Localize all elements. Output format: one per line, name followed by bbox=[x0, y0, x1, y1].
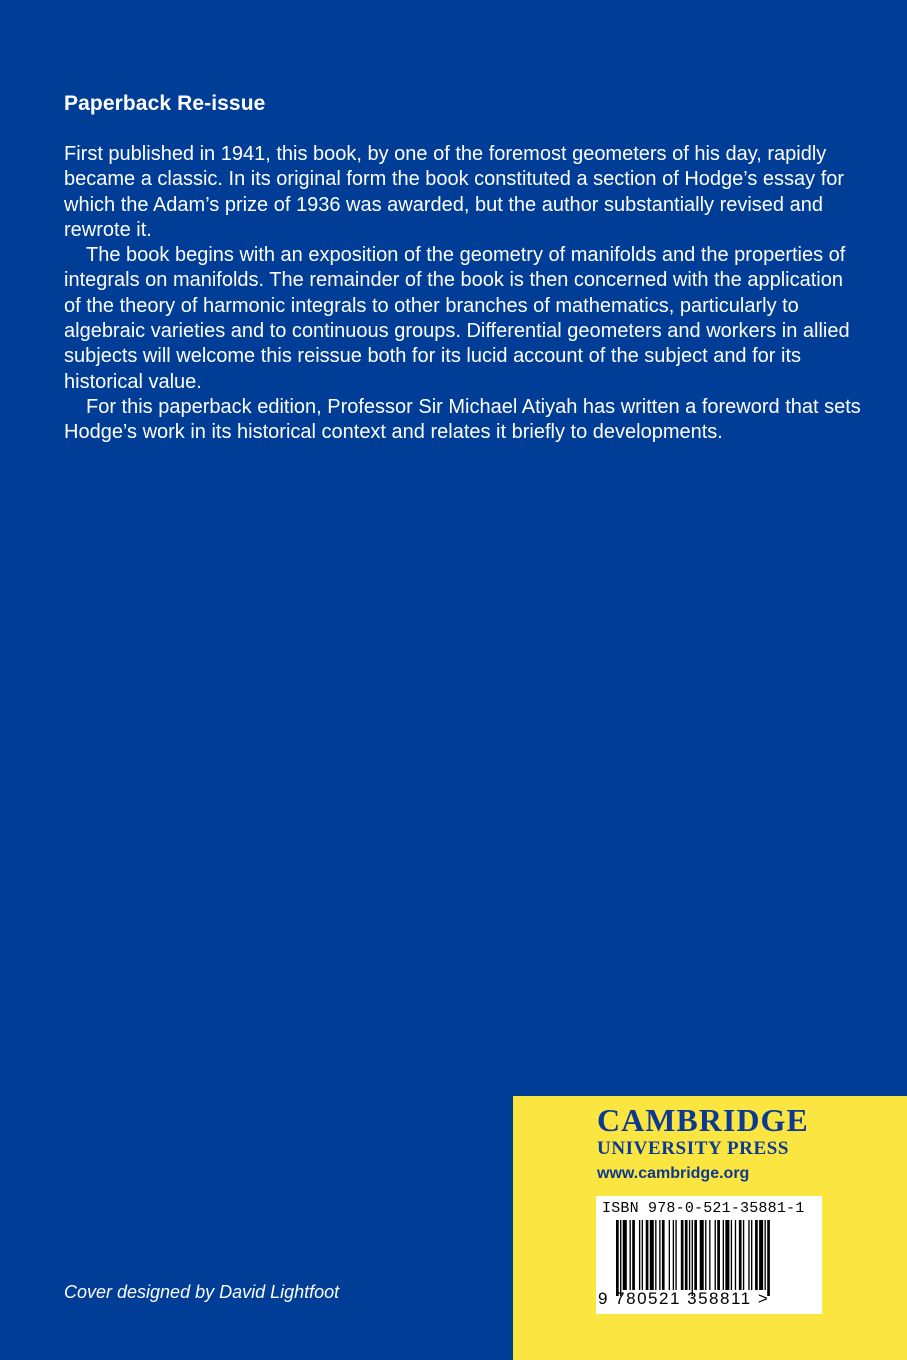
cover-heading: Paperback Re-issue bbox=[64, 92, 266, 115]
barcode-bar bbox=[755, 1220, 758, 1290]
barcode-bar bbox=[725, 1220, 729, 1290]
barcode-bar bbox=[765, 1220, 766, 1290]
barcode-bar bbox=[662, 1220, 665, 1290]
isbn-label: ISBN 978-0-521-35881-1 bbox=[602, 1200, 805, 1217]
barcode-bar bbox=[715, 1220, 716, 1290]
barcode-bar bbox=[681, 1220, 684, 1290]
blurb-paragraph-3: For this paperback edition, Professor Sir Michael Atiyah has written a foreword that sets Hodge’s work in its historical context and relates it briefly to developments. bbox=[64, 395, 861, 444]
barcode-bar bbox=[655, 1220, 656, 1290]
barcode-bar bbox=[739, 1220, 742, 1290]
barcode-bar bbox=[694, 1220, 697, 1290]
barcode-bar bbox=[748, 1220, 749, 1290]
barcode-bar bbox=[646, 1220, 649, 1290]
barcode-bar bbox=[632, 1220, 635, 1290]
cover-designer-credit: Cover designed by David Lightfoot bbox=[64, 1282, 340, 1302]
barcode-bar bbox=[685, 1220, 688, 1290]
barcode-bar bbox=[743, 1220, 744, 1290]
barcode-bar bbox=[735, 1220, 736, 1290]
barcode-bar bbox=[731, 1220, 732, 1290]
barcode-bar bbox=[669, 1220, 670, 1290]
barcode-bar bbox=[705, 1220, 706, 1290]
barcode-bar bbox=[659, 1220, 660, 1290]
barcode-bar bbox=[767, 1220, 770, 1296]
barcode-bar bbox=[620, 1220, 621, 1296]
publisher-url: www.cambridge.org bbox=[597, 1165, 750, 1182]
barcode-bar bbox=[650, 1220, 654, 1290]
barcode-bar bbox=[717, 1220, 720, 1290]
barcode-bar bbox=[630, 1220, 631, 1290]
barcode-bar bbox=[692, 1220, 693, 1296]
barcode-bar bbox=[759, 1220, 763, 1290]
publisher-logo-name: CAMBRIDGE bbox=[597, 1102, 809, 1138]
barcode-bar bbox=[673, 1220, 674, 1290]
barcode-bar bbox=[700, 1220, 704, 1290]
barcode-bar bbox=[675, 1220, 676, 1290]
barcode-bar bbox=[689, 1220, 690, 1290]
publisher-logo-subtitle: UNIVERSITY PRESS bbox=[597, 1138, 790, 1159]
cover-blurb bbox=[64, 142, 864, 446]
blurb-paragraph-1: First published in 1941, this book, by one of the foremost geometers of his day, rapidly became a classic. In its original form the book constituted a section of Hodge’s essay for which the Adam’s prize of 1936 was awarded, but the author substantially revised and rewrote it. bbox=[64, 143, 845, 241]
barcode-bar bbox=[642, 1220, 643, 1290]
publisher-panel bbox=[513, 1096, 907, 1360]
barcode-bar bbox=[751, 1220, 752, 1290]
blurb-paragraph-2: The book begins with an exposition of the geometry of manifolds and the properties of integrals on manifolds. The remainder of the book is then concerned with the application of the theory of harmonic integrals to other branches of mathematics, particularly to algebraic varieties and to continuous groups. Differential geometers and workers in allied subjects will welcome this reissue both for its lucid account of the subject and for its historical value. bbox=[64, 244, 850, 393]
barcode-bar bbox=[623, 1220, 627, 1290]
barcode-bar bbox=[709, 1220, 710, 1290]
barcode-bar bbox=[723, 1220, 724, 1290]
barcode-bar bbox=[639, 1220, 640, 1290]
barcode-digits: 9 780521 358811 > bbox=[598, 1289, 770, 1308]
barcode-bar bbox=[616, 1220, 619, 1296]
isbn-barcode bbox=[596, 1196, 822, 1314]
